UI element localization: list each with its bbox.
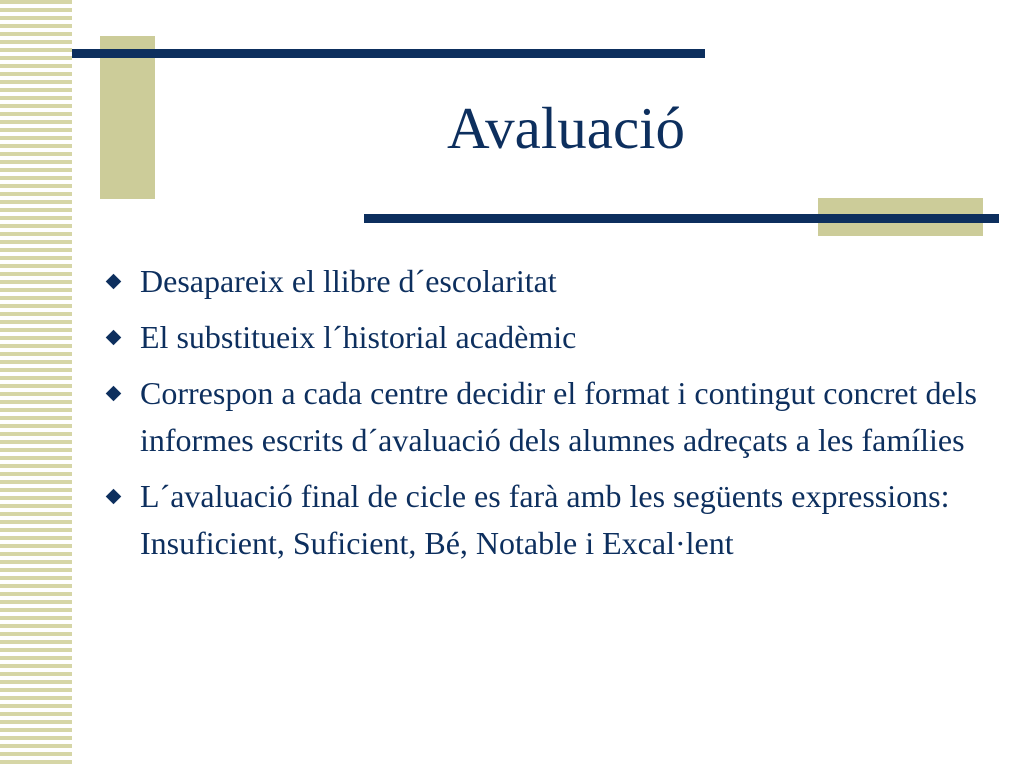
- bullet-text: Desapareix el llibre d´escolaritat: [140, 263, 557, 299]
- decorative-striped-bar: [0, 0, 72, 768]
- decorative-navy-line-bottom: [364, 214, 999, 223]
- bullet-text: L´avaluació final de cicle es farà amb les següents expressions: Insuficient, Suficient, Bé, Notable i Excal·lent: [140, 478, 950, 561]
- bullet-item: [102, 314, 982, 361]
- slide-title: Avaluació: [446, 95, 686, 161]
- decorative-olive-block-top: [100, 36, 155, 199]
- diamond-bullet-icon: [106, 489, 122, 505]
- decorative-navy-line-top: [72, 49, 705, 58]
- bullet-text: El substitueix l´historial acadèmic: [140, 319, 577, 355]
- bullet-text: Correspon a cada centre decidir el format i contingut concret dels informes escrits d´avaluació dels alumnes adreçats a les famílies: [140, 375, 977, 458]
- bullet-item: [102, 473, 982, 567]
- diamond-bullet-icon: [106, 386, 122, 402]
- diamond-bullet-icon: [106, 330, 122, 346]
- bullet-item: [102, 258, 982, 305]
- bullet-item: [102, 370, 982, 464]
- bullet-list: [102, 258, 982, 576]
- diamond-bullet-icon: [106, 274, 122, 290]
